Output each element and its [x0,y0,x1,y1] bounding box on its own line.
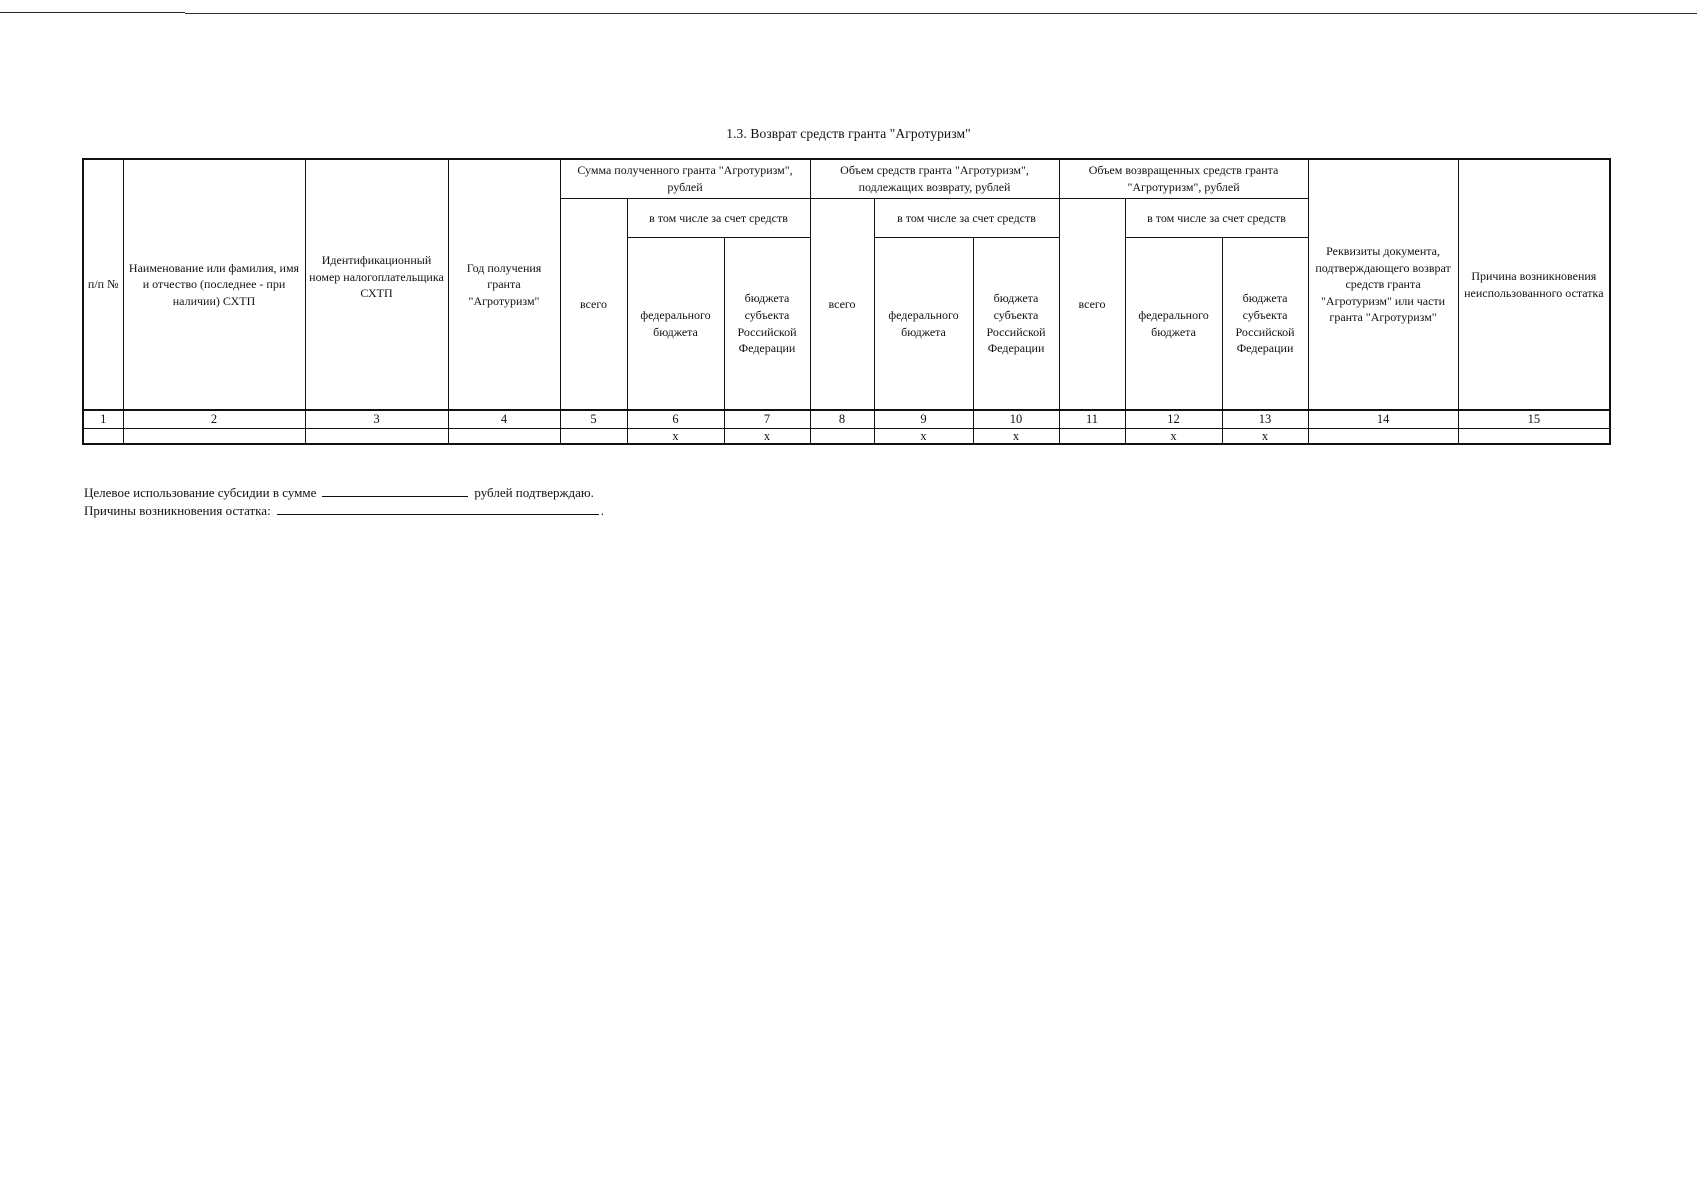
header-inn: Идентификационный номер налогоплательщика СХТП [305,159,448,410]
header-received-including: в том числе за счет средств [627,199,810,238]
column-number: 1 [83,410,123,429]
table-cell [448,429,560,445]
grant-return-table [82,158,1611,445]
column-number: 5 [560,410,627,429]
header-returned-including: в том числе за счет средств [1125,199,1308,238]
table-cell [1308,429,1458,445]
header-to-return-total: всего [810,199,874,411]
column-number: 13 [1222,410,1308,429]
column-number: 2 [123,410,305,429]
top-rule-left [0,12,185,13]
section-title: 1.3. Возврат средств гранта "Агротуризм" [726,126,971,141]
header-to-return-federal: федерального бюджета [874,238,973,411]
header-grant-year: Год получения гранта "Агротуризм" [448,159,560,410]
column-number: 10 [973,410,1059,429]
table-cell [810,429,874,445]
header-returned-regional: бюджета субъекта Российской Федерации [1222,238,1308,411]
column-number: 6 [627,410,724,429]
column-number: 8 [810,410,874,429]
column-number: 15 [1458,410,1610,429]
column-number: 11 [1059,410,1125,429]
header-group-returned: Объем возвращенных средств гранта "Агротуризм", рублей [1059,159,1308,199]
table-cell [1458,429,1610,445]
header-group-received: Сумма полученного гранта "Агротуризм", рублей [560,159,810,199]
footer-subsidy-line [84,484,594,501]
column-number: 12 [1125,410,1222,429]
column-number: 14 [1308,410,1458,429]
table-cell [83,429,123,445]
header-returned-total: всего [1059,199,1125,411]
header-group-to-return: Объем средств гранта "Агротуризм", подлежащих возврату, рублей [810,159,1059,199]
column-number: 4 [448,410,560,429]
table-cell [560,429,627,445]
footer-reason-line [84,502,604,519]
top-rule [185,13,1697,14]
header-row-number: п/п № [83,159,123,410]
header-name: Наименование или фамилия, имя и отчество (последнее - при наличии) СХТП [123,159,305,410]
header-to-return-regional: бюджета субъекта Российской Федерации [973,238,1059,411]
table-cell [123,429,305,445]
table-cell: х [973,429,1059,445]
header-to-return-including: в том числе за счет средств [874,199,1059,238]
subsidy-amount-blank [322,484,468,497]
header-received-federal: федерального бюджета [627,238,724,411]
column-number: 9 [874,410,973,429]
table-cell [1059,429,1125,445]
header-received-regional: бюджета субъекта Российской Федерации [724,238,810,411]
table-cell: х [1125,429,1222,445]
table-row [83,429,1610,445]
header-returned-federal: федерального бюджета [1125,238,1222,411]
footer-reason-prefix: Причины возникновения остатка: [84,503,271,518]
footer-subsidy-suffix: рублей подтверждаю. [474,485,594,500]
footer-reason-suffix: . [600,503,604,518]
column-number: 3 [305,410,448,429]
header-received-total: всего [560,199,627,411]
header-document-details: Реквизиты документа, подтверждающего возврат средств гранта "Агротуризм" или части гранта "Агротуризм" [1308,159,1458,410]
table-cell: х [724,429,810,445]
table-cell: х [627,429,724,445]
reason-blank [277,502,599,515]
footer-subsidy-prefix: Целевое использование субсидии в сумме [84,485,317,500]
table-cell: х [874,429,973,445]
header-unused-reason: Причина возникновения неиспользованного остатка [1458,159,1610,410]
table-cell [305,429,448,445]
column-number: 7 [724,410,810,429]
table-cell: х [1222,429,1308,445]
column-number-row [83,410,1610,429]
